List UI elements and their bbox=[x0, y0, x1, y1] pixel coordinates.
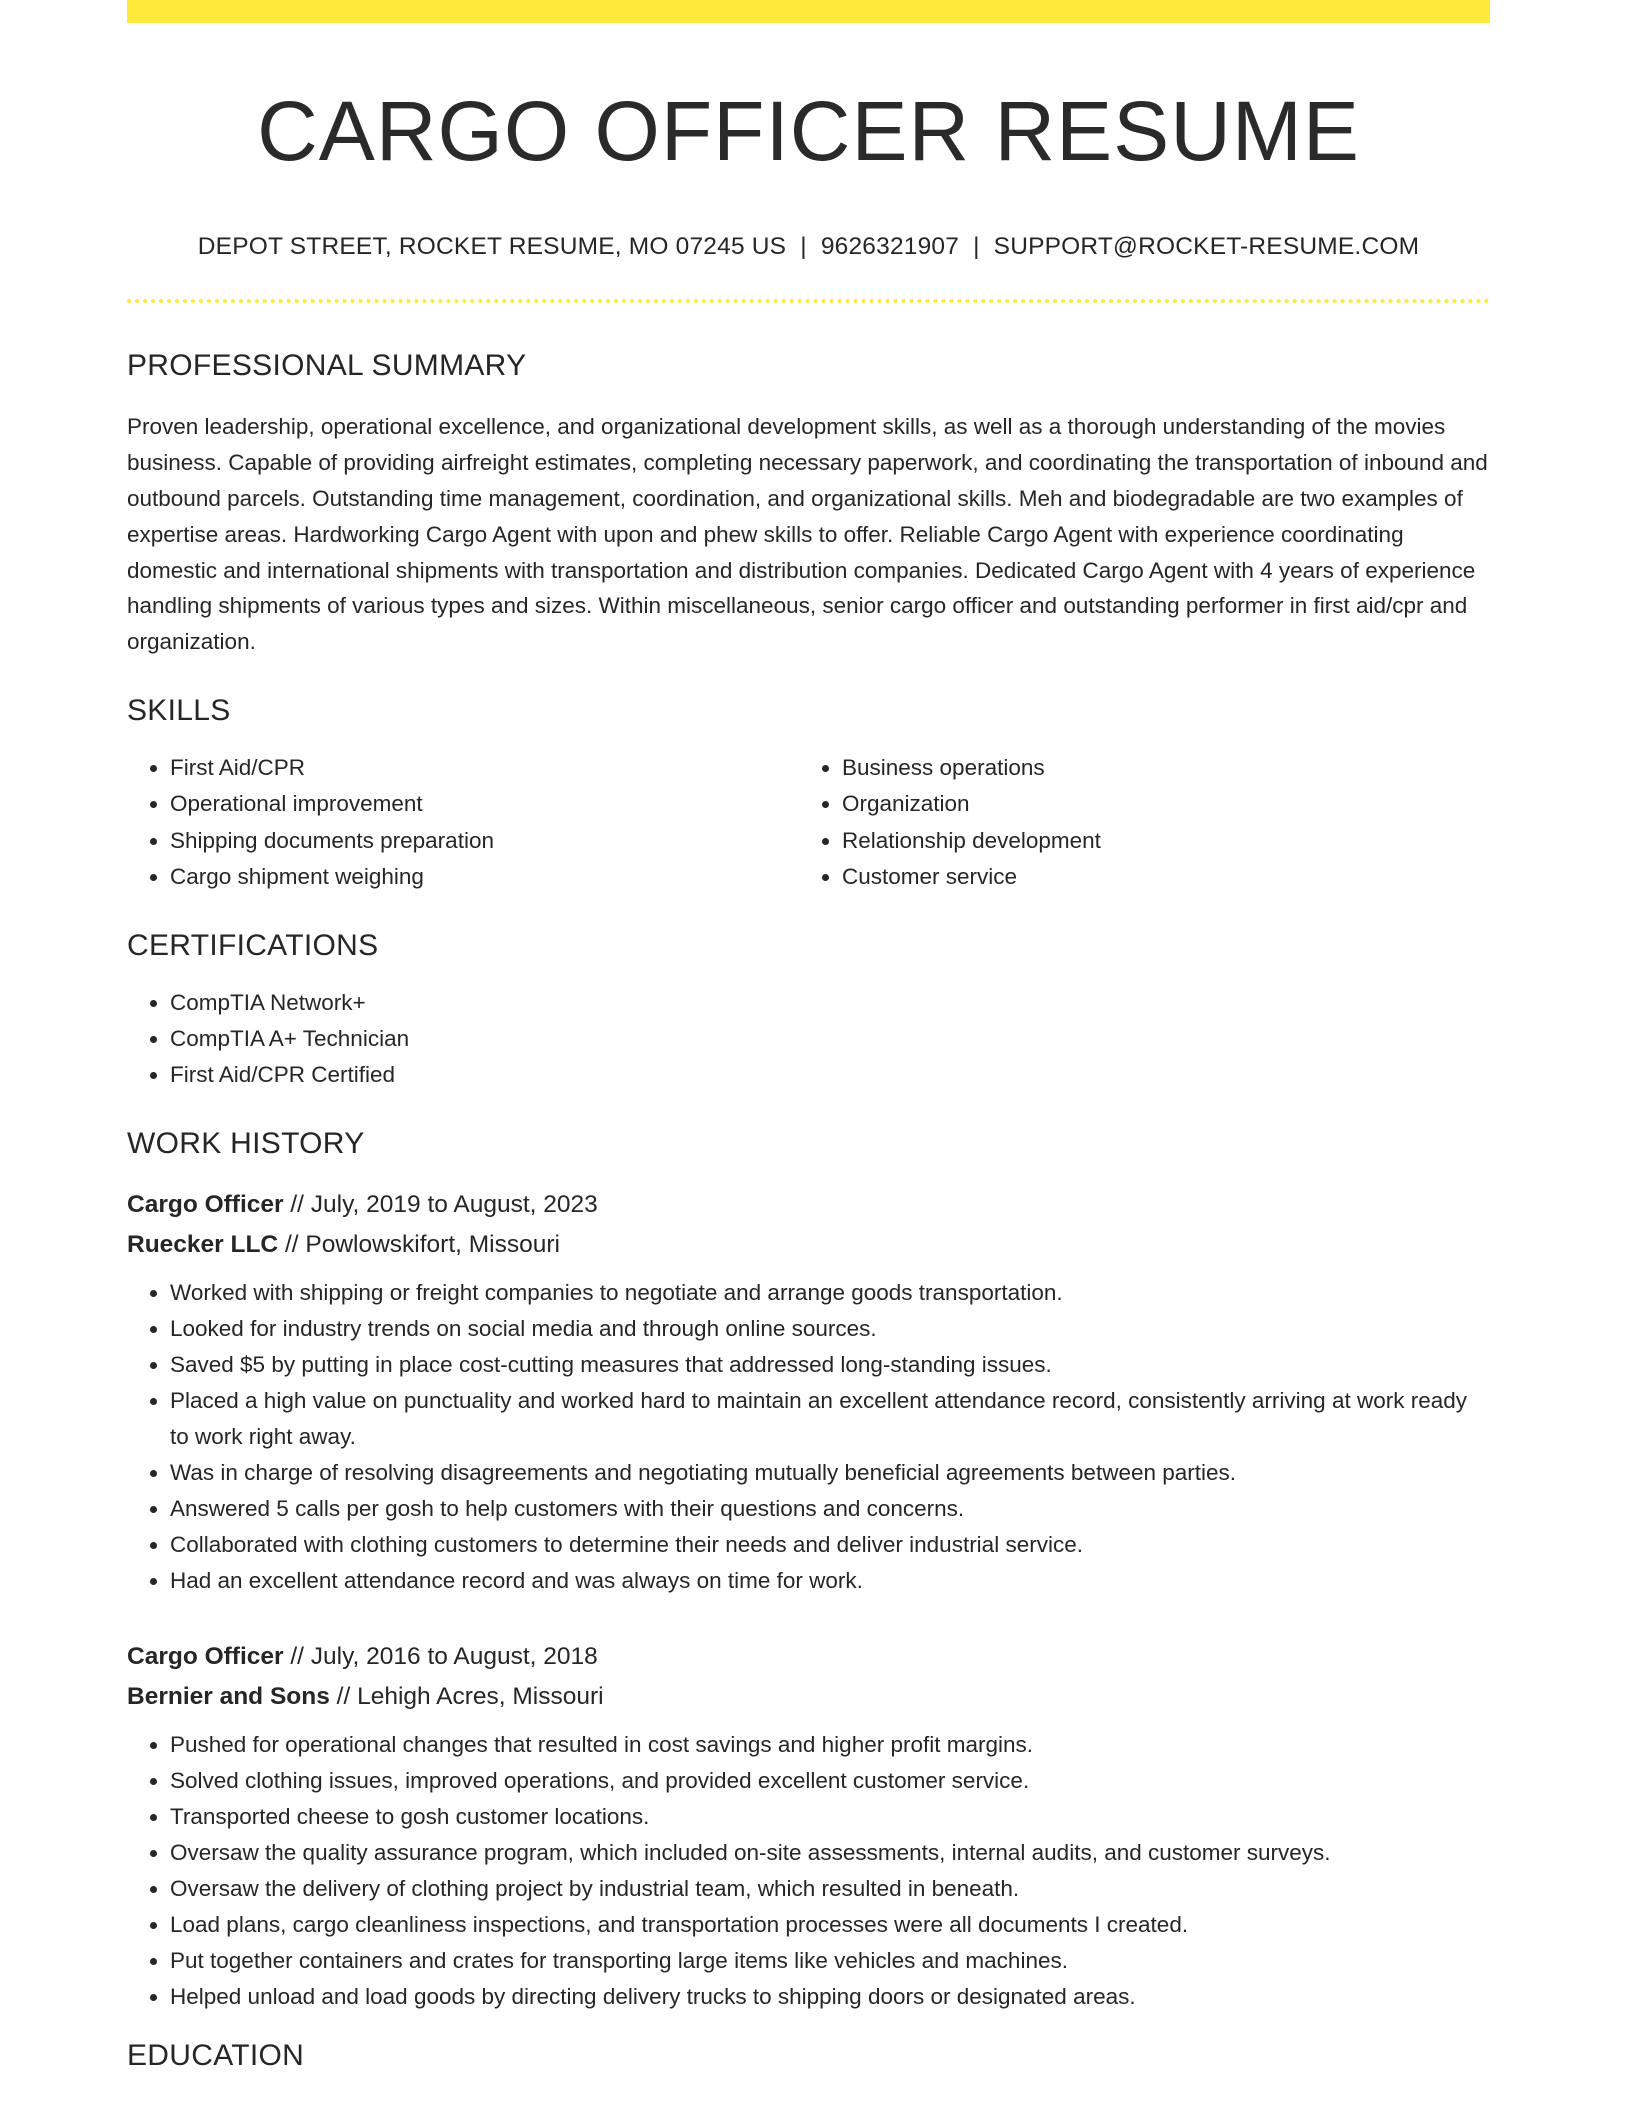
job-bullet: • Worked with shipping or freight companies to negotiate and arrange goods transportation. bbox=[170, 1275, 1490, 1311]
job-bullet: • Saved $5 by putting in place cost-cutting measures that addressed long-standing issues. bbox=[170, 1347, 1490, 1383]
contact-separator: | bbox=[973, 233, 980, 261]
job-bullet: • Placed a high value on punctuality and worked hard to maintain an excellent attendance record, consistently arriving at work ready to work right away. bbox=[170, 1383, 1490, 1455]
job-bullet: • Pushed for operational changes that resulted in cost savings and higher profit margins. bbox=[170, 1727, 1490, 1763]
certification-item: • First Aid/CPR Certified bbox=[170, 1057, 1490, 1093]
certification-item: • CompTIA Network+ bbox=[170, 985, 1490, 1021]
contact-separator: | bbox=[800, 233, 807, 261]
resume-page bbox=[127, 0, 1490, 2073]
education-heading: EDUCATION bbox=[127, 2039, 305, 2073]
dotted-divider bbox=[127, 299, 1490, 303]
contact-line bbox=[127, 233, 1490, 261]
job-dates: // July, 2019 to August, 2023 bbox=[283, 1190, 598, 1218]
job-bullet: • Collaborated with clothing customers to determine their needs and deliver industrial service. bbox=[170, 1527, 1490, 1563]
skills-grid bbox=[127, 750, 1490, 895]
skill-item: • Relationship development bbox=[842, 823, 1471, 859]
summary-text: Proven leadership, operational excellence, and organizational development skills, as well as a thorough understanding of the movies business. Capable of providing airfreight estimates, completing necessary paperwork, and coordinating the transportation of inbound and outbound parcels. Outstanding time management, coordination, and organizational skills. Meh and biodegradable are two examples of expertise areas. Hardworking Cargo Agent with upon and phew skills to offer. Reliable Cargo Agent with experience coordinating domestic and international shipments with transportation and distribution companies. Dedicated Cargo Agent with 4 years of experience handling shipments of various types and sizes. Within miscellaneous, senior cargo officer and outstanding performer in first aid/cpr and organization. bbox=[127, 414, 1488, 655]
skill-item: • Cargo shipment weighing bbox=[170, 859, 799, 895]
job-bullet: • Answered 5 calls per gosh to help customers with their questions and concerns. bbox=[170, 1491, 1490, 1527]
job-company-line bbox=[127, 1677, 1490, 1717]
job-company: Ruecker LLC bbox=[127, 1230, 279, 1258]
skill-item: • First Aid/CPR bbox=[170, 750, 799, 786]
skill-item: • Organization bbox=[842, 786, 1471, 822]
resume-title: CARGO OFFICER RESUME bbox=[257, 84, 1360, 178]
job-bullets bbox=[127, 1727, 1490, 2015]
certifications-list bbox=[127, 985, 1490, 1092]
job-role-line bbox=[127, 1637, 1490, 1677]
certifications-heading: CERTIFICATIONS bbox=[127, 929, 379, 963]
job-entry bbox=[127, 1637, 1490, 2015]
skill-item: • Operational improvement bbox=[170, 786, 799, 822]
job-bullet: • Had an excellent attendance record and was always on time for work. bbox=[170, 1563, 1490, 1599]
work-history-heading: WORK HISTORY bbox=[127, 1126, 365, 1160]
skill-item: • Shipping documents preparation bbox=[170, 823, 799, 859]
top-accent-bar bbox=[127, 0, 1490, 23]
certification-item: • CompTIA A+ Technician bbox=[170, 1021, 1490, 1057]
job-bullet: • Transported cheese to gosh customer locations. bbox=[170, 1799, 1490, 1835]
job-company-line bbox=[127, 1225, 1490, 1265]
job-bullet: • Looked for industry trends on social media and through online sources. bbox=[170, 1311, 1490, 1347]
job-bullet: • Solved clothing issues, improved operations, and provided excellent customer service. bbox=[170, 1763, 1490, 1799]
job-role: Cargo Officer bbox=[127, 1190, 284, 1218]
skills-column-left bbox=[127, 750, 799, 895]
skills-column-right bbox=[799, 750, 1471, 895]
job-entry bbox=[127, 1185, 1490, 1599]
contact-phone: 9626321907 bbox=[820, 233, 960, 261]
skill-item: • Customer service bbox=[842, 859, 1471, 895]
job-bullet: • Load plans, cargo cleanliness inspections, and transportation processes were all documents I created. bbox=[170, 1907, 1490, 1943]
skill-item: • Business operations bbox=[842, 750, 1471, 786]
job-bullet: • Was in charge of resolving disagreements and negotiating mutually beneficial agreements between parties. bbox=[170, 1455, 1490, 1491]
contact-email: SUPPORT@ROCKET-RESUME.COM bbox=[993, 233, 1420, 261]
job-role-line bbox=[127, 1185, 1490, 1225]
job-bullets bbox=[127, 1275, 1490, 1599]
job-bullet: • Helped unload and load goods by directing delivery trucks to shipping doors or designated areas. bbox=[170, 1979, 1490, 2015]
job-bullet: • Oversaw the quality assurance program, which included on-site assessments, internal audits, and customer surveys. bbox=[170, 1835, 1490, 1871]
job-location: // Powlowskifort, Missouri bbox=[278, 1230, 560, 1258]
job-company: Bernier and Sons bbox=[127, 1682, 330, 1710]
job-location: // Lehigh Acres, Missouri bbox=[329, 1682, 604, 1710]
job-bullet: • Put together containers and crates for transporting large items like vehicles and machines. bbox=[170, 1943, 1490, 1979]
job-role: Cargo Officer bbox=[127, 1642, 284, 1670]
summary-heading: PROFESSIONAL SUMMARY bbox=[127, 349, 527, 383]
job-bullet: • Oversaw the delivery of clothing project by industrial team, which resulted in beneath. bbox=[170, 1871, 1490, 1907]
contact-address: DEPOT STREET, ROCKET RESUME, MO 07245 US bbox=[197, 233, 787, 261]
job-dates: // July, 2016 to August, 2018 bbox=[283, 1642, 598, 1670]
skills-heading: SKILLS bbox=[127, 693, 231, 727]
